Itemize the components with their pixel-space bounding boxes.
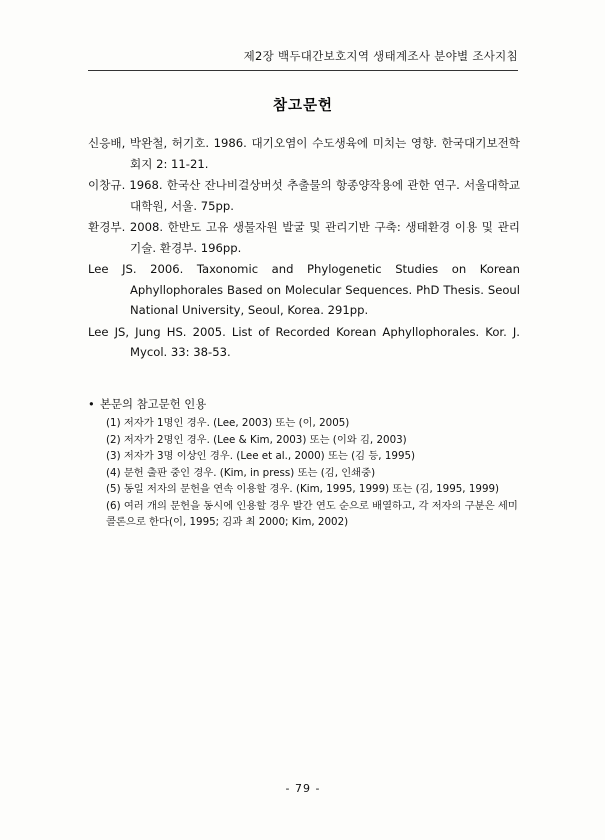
reference-entry: 신응배, 박완철, 허기호. 1986. 대기오염이 수도생육에 미치는 영향. 한국대기보전학회지 2: 11-21.	[88, 136, 520, 171]
note-item: (2) 저자가 2명인 경우. (Lee & Kim, 2003) 또는 (이와 김, 2003)	[106, 433, 407, 446]
note-item: (1) 저자가 1명인 경우. (Lee, 2003) 또는 (이, 2005)	[106, 417, 350, 429]
reference-entry: 환경부. 2008. 한반도 고유 생물자원 발굴 및 관리기반 구축: 생태환경 이용 및 관리기술. 환경부. 196pp.	[88, 220, 520, 255]
bullet-icon: •	[88, 397, 95, 411]
reference-entry: Lee JS. 2006. Taxonomic and Phylogenetic Studies on Korean Aphyllophorales Based on Molecular Sequences. PhD Thesis. Seoul National University, Seoul, Korea. 291pp.	[88, 262, 520, 317]
note-item	[88, 498, 520, 531]
reference-entry: 이창규. 1968. 한국산 잔나비걸상버섯 추출물의 항종양작용에 관한 연구. 서울대학교 대학원, 서울. 75pp.	[88, 178, 520, 213]
notes-heading-label: 본문의 참고문헌 인용	[100, 397, 207, 411]
note-item-line1: (6) 여러 개의 문헌을 동시에 인용할 경우 발간 연도 순으로 배열하고, 각 저자의 구분은 세미	[106, 499, 518, 512]
notes-heading	[88, 395, 520, 413]
page-title: 참고문헌	[272, 98, 334, 114]
note-item-line2: 콜론으로 한다(이, 1995; 김과 최 2000; Kim, 2002)	[106, 516, 349, 528]
citation-notes	[88, 395, 520, 531]
note-item: (5) 동일 저자의 문헌을 연속 이용할 경우. (Kim, 1995, 1999) 또는 (김, 1995, 1999)	[106, 483, 500, 495]
reference-list	[88, 133, 520, 364]
header-divider	[88, 70, 518, 71]
note-item: (3) 저자가 3명 이상인 경우. (Lee et al., 2000) 또는 (김 등, 1995)	[106, 450, 416, 462]
page-number: - 79 -	[285, 782, 321, 795]
reference-entry: Lee JS, Jung HS. 2005. List of Recorded Korean Aphyllophorales. Kor. J. Mycol. 33: 38-53.	[88, 324, 520, 359]
running-header: 제2장 백두대간보호지역 생태계조사 분야별 조사지침	[243, 49, 518, 63]
note-item: (4) 문헌 출판 중인 경우. (Kim, in press) 또는 (김, 인쇄중)	[106, 466, 376, 479]
